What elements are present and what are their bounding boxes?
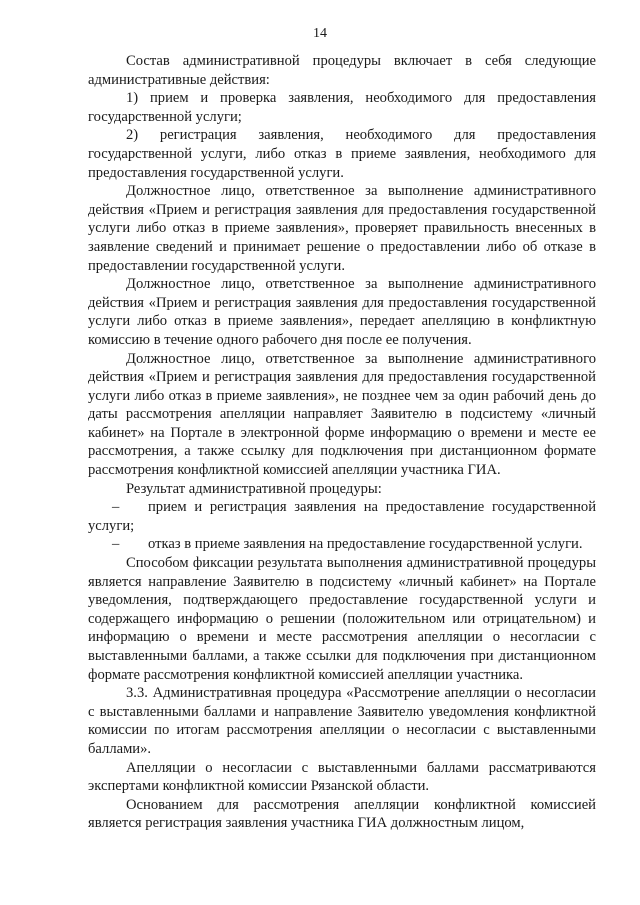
page-number: 14 (313, 26, 327, 41)
list-item-result-refuse (88, 535, 596, 554)
paragraph-result-fixation: Способом фиксации результата выполнения административной процедуры является направление Заявителю в подсистему «личный кабинет» на Портале уведомления, подтверждающего предоставление государственной услуги и содержащего информацию о решении (положительном или отрицательном) и информацию о времени и месте рассмотрения апелляции о несогласии с выставленными баллами, а также ссылки для подключения при дистанционном формате рассмотрения конфликтной комиссией апелляции участника. (88, 555, 596, 683)
paragraph-action-1: 1) прием и проверка заявления, необходимого для предоставления государственной услуги; (88, 90, 596, 125)
paragraph-section-3-3: 3.3. Административная процедура «Рассмотрение апелляции о несогласии с выставленными баллами и направление Заявителю уведомления конфликтной комиссии по итогам рассмотрения апелляции о несогласии с выставленными баллами». (88, 685, 596, 757)
dash-marker: – (112, 536, 120, 553)
list-item-result-accept (88, 498, 596, 535)
list-item-text: прием и регистрация заявления на предоставление государственной услуги; (88, 499, 596, 534)
paragraph-official-transfers: Должностное лицо, ответственное за выполнение административного действия «Прием и регистрация заявления для предоставления государственной услуги либо отказ в приеме заявления», передает апелляцию в конфликтную комиссию в течение одного рабочего дня после ее получения. (88, 276, 596, 348)
paragraph-action-2: 2) регистрация заявления, необходимого для предоставления государственной услуги, либо отказ в приеме заявления, необходимого для предоставления государственной услуги. (88, 127, 596, 181)
paragraph-official-notifies: Должностное лицо, ответственное за выполнение административного действия «Прием и регистрация заявления для предоставления государственной услуги либо отказ в приеме заявления», не позднее чем за один рабочий день до даты рассмотрения апелляции направляет Заявителю в подсистему «личный кабинет» на Портале в электронной форме информацию о времени и месте ее рассмотрения, а также ссылку для подключения при дистанционном формате рассмотрения конфликтной комиссией апелляции участника ГИА. (88, 350, 596, 479)
paragraph-procedure-result: Результат административной процедуры: (126, 480, 382, 497)
paragraph-procedure-composition: Состав административной процедуры включает в себя следующие административные действия: (88, 53, 596, 88)
paragraph-appeals-reviewed: Апелляции о несогласии с выставленными баллами рассматриваются экспертами конфликтной комиссии Рязанской области. (88, 759, 596, 795)
paragraph-official-checks: Должностное лицо, ответственное за выполнение административного действия «Прием и регистрация заявления для предоставления государственной услуги либо отказ в приеме заявления», проверяет правильность внесенных в заявление сведений и принимает решение о предоставлении либо об отказе в предоставлении государственной услуги. (88, 183, 596, 274)
document-body (88, 52, 596, 833)
list-item-text: отказ в приеме заявления на предоставление государственной услуги. (148, 536, 583, 553)
paragraph-basis-for-review: Основанием для рассмотрения апелляции конфликтной комиссией является регистрация заявления участника ГИА должностным лицом, (88, 796, 596, 832)
dash-marker: – (112, 499, 120, 516)
